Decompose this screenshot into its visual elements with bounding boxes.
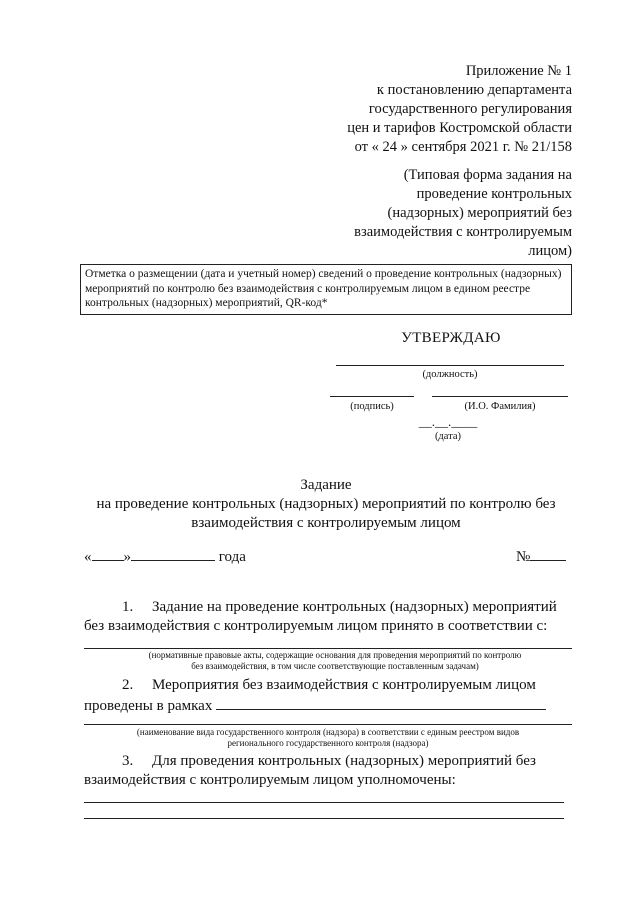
- signature-line[interactable]: [330, 396, 414, 397]
- number-sign: №: [516, 549, 531, 565]
- item-text: Задание на проведение контрольных (надзорных) мероприятий: [152, 599, 557, 615]
- open-quote: «: [84, 549, 92, 565]
- name-line[interactable]: [432, 396, 568, 397]
- year-word: года: [218, 549, 246, 565]
- item-text-rest: взаимодействия с контролируемым лицом уполномочены:: [84, 772, 456, 788]
- typical-form-line: (надзорных) мероприятий без: [387, 205, 572, 221]
- registry-notice-box: [80, 264, 572, 315]
- task-date-row: [84, 546, 284, 567]
- caption-line: регионального государственного контроля (надзора): [227, 738, 429, 748]
- month-blank[interactable]: [131, 546, 215, 561]
- date-blank[interactable]: __.__.____: [418, 414, 478, 429]
- name-caption: (И.О. Фамилия): [464, 401, 536, 412]
- item-number: 2.: [122, 677, 134, 693]
- appendix-header: [242, 62, 572, 157]
- appendix-line: государственного регулирования: [368, 101, 572, 117]
- appendix-line: от « 24 » сентября 2021 г. № 21/158: [354, 139, 572, 155]
- approval-heading: УТВЕРЖДАЮ: [401, 330, 501, 346]
- registry-notice-text: Отметка о размещении (дата и учетный номер) сведений о проведение контрольных (надзорных) мероприятий по контролю без взаимодействия с контролируемым лицом в едином реестре контрольных (надзорных) мероприятий, QR-код*: [85, 268, 562, 309]
- title-line-1: Задание: [300, 477, 352, 493]
- item-2: [84, 676, 572, 716]
- typical-form-note: [312, 166, 572, 261]
- legal-basis-line[interactable]: [84, 648, 572, 649]
- item-text: Мероприятия без взаимодействия с контролируемым лицом: [152, 677, 536, 693]
- authorized-line-2[interactable]: [84, 818, 564, 819]
- control-type-blank[interactable]: [216, 695, 546, 710]
- date-caption: (дата): [434, 431, 462, 442]
- document-title: [80, 476, 572, 533]
- control-type-line[interactable]: [84, 724, 572, 725]
- number-blank[interactable]: [530, 546, 566, 561]
- title-line-2: на проведение контрольных (надзорных) мероприятий по контролю без: [96, 496, 556, 512]
- appendix-line: Приложение № 1: [465, 63, 572, 79]
- item-number: 1.: [122, 599, 134, 615]
- item-number: 3.: [122, 753, 134, 769]
- caption-line: без взаимодействия, в том числе соответствующие поставленным задачам): [191, 661, 479, 671]
- task-number-row: [516, 546, 576, 567]
- appendix-line: цен и тарифов Костромской области: [347, 120, 572, 136]
- day-blank[interactable]: [92, 546, 124, 561]
- caption-line: (наименование вида государственного контроля (надзора) в соответствии с единым реестром видов: [136, 727, 520, 737]
- close-quote: »: [123, 549, 131, 565]
- item-text: Для проведения контрольных (надзорных) мероприятий без: [152, 753, 536, 769]
- typical-form-line: взаимодействия с контролируемым: [354, 224, 572, 240]
- position-line[interactable]: [336, 365, 564, 366]
- caption-line: (нормативные правовые акты, содержащие основания для проведения мероприятий по контролю: [148, 650, 522, 660]
- title-line-3: взаимодействия с контролируемым лицом: [191, 515, 461, 531]
- item-text-rest: проведены в рамках: [84, 698, 213, 714]
- signature-caption: (подпись): [350, 401, 394, 412]
- item-text-rest: без взаимодействия с контролируемым лицом принято в соответствии с:: [84, 618, 548, 634]
- typical-form-line: проведение контрольных: [416, 186, 572, 202]
- legal-basis-caption: [100, 650, 570, 672]
- typical-form-line: лицом): [528, 243, 572, 259]
- item-1: [84, 598, 572, 636]
- position-caption: (должность): [422, 369, 478, 380]
- control-type-caption: [84, 727, 572, 749]
- appendix-line: к постановлению департамента: [376, 82, 572, 98]
- authorized-line-1[interactable]: [84, 802, 564, 803]
- typical-form-line: (Типовая форма задания на: [403, 167, 572, 183]
- item-3: [84, 752, 572, 790]
